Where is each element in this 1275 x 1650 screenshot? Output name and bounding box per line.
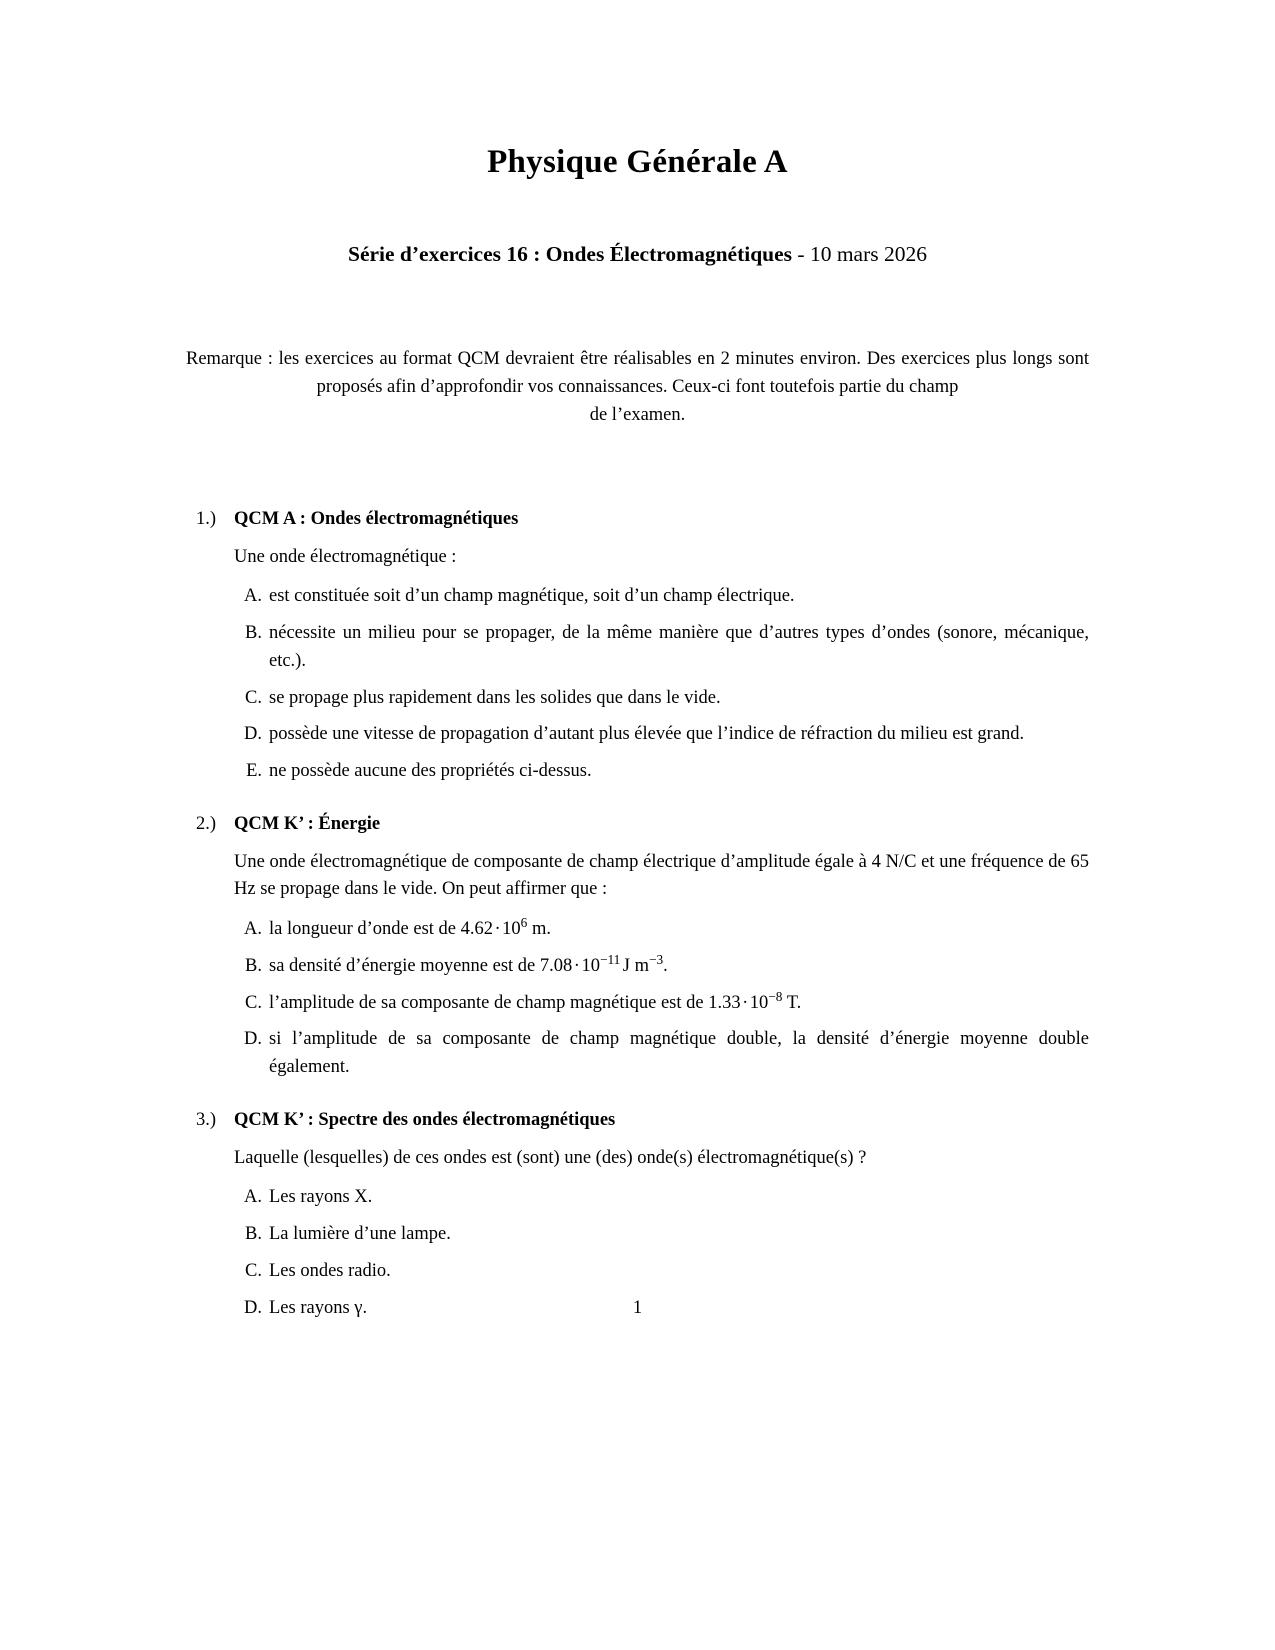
exponent: −11 xyxy=(599,951,621,967)
choice-item[interactable] xyxy=(234,721,1089,749)
document-subtitle xyxy=(186,183,1089,269)
remark-last-line: de l’examen. xyxy=(589,404,686,425)
exercise-number: 1.) xyxy=(196,508,217,529)
choice-text: Les rayons X. xyxy=(269,1187,373,1208)
exercise-stem: Une onde électromagnétique de composante de champ électrique d’amplitude égale à 4 N/C et une fréquence de 65 Hz se propage dans le vide. On peut affirmer que : xyxy=(234,851,1089,900)
choice-letter: B. xyxy=(245,955,262,976)
choice-letter: B. xyxy=(245,1224,262,1245)
exercise-spacer xyxy=(186,795,1089,811)
choice-text: ne possède aucune des propriétés ci-dessus. xyxy=(269,761,592,782)
choice-text: nécessite un milieu pour se propager, de la même manière que d’autres types d’ondes (sonore, mécanique, etc.). xyxy=(269,623,1089,671)
choice-item[interactable] xyxy=(234,1258,1089,1286)
choice-letter: A. xyxy=(244,1187,262,1208)
exponent: 6 xyxy=(520,915,528,931)
multiplication-dot: · xyxy=(494,919,501,940)
exercise-header xyxy=(186,506,1089,534)
choice-item[interactable] xyxy=(234,990,1089,1018)
choice-text-suffix: T. xyxy=(782,992,802,1013)
unit-base: J m xyxy=(622,955,649,976)
exercise-stem: Une onde électromagnétique : xyxy=(234,546,457,567)
choice-text: est constituée soit d’un champ magnétique, soit d’un champ électrique. xyxy=(269,586,795,607)
subtitle-separator: - xyxy=(792,241,810,266)
scientific-notation xyxy=(460,915,528,940)
choice-text: possède une vitesse de propagation d’autant plus élevée que l’indice de réfraction du milieu est grand. xyxy=(269,724,1025,745)
choice-text: si l’amplitude de sa composante de champ magnétique double, la densité d’énergie moyenne double également. xyxy=(269,1029,1089,1078)
remark-paragraph xyxy=(186,269,1089,429)
choice-text: Les ondes radio. xyxy=(269,1260,391,1281)
base: 10 xyxy=(581,955,600,976)
choice-text: se propage plus rapidement dans les solides que dans le vide. xyxy=(269,687,721,708)
choice-text-suffix: m. xyxy=(527,919,551,940)
exercise-spacer xyxy=(186,1091,1089,1107)
exponent: −8 xyxy=(768,988,783,1004)
choice-text-prefix: sa densité d’énergie moyenne est de xyxy=(269,955,540,976)
choice-item[interactable] xyxy=(234,1221,1089,1249)
choice-text: Les rayons γ. xyxy=(269,1297,368,1318)
choice-item[interactable] xyxy=(234,953,1089,981)
choice-text-prefix: l’amplitude de sa composante de champ magnétique est de xyxy=(269,992,709,1013)
scientific-notation xyxy=(539,951,664,976)
page-number: 1 xyxy=(632,1298,643,1318)
mantissa: 4.62 xyxy=(460,919,493,940)
choice-item[interactable] xyxy=(234,916,1089,944)
mantissa: 7.08 xyxy=(539,955,573,976)
unit-exponent: −3 xyxy=(649,951,664,967)
exercise-stem: Laquelle (lesquelles) de ces ondes est (sont) une (des) onde(s) électromagnétique(s) ? xyxy=(234,1147,867,1168)
choice-item[interactable] xyxy=(234,1026,1089,1082)
page-title: Physique Générale A xyxy=(487,144,788,180)
choice-text-suffix: . xyxy=(663,955,668,976)
choice-letter: C. xyxy=(245,687,262,708)
choice-item[interactable] xyxy=(234,758,1089,786)
choice-list xyxy=(186,916,1089,1082)
choice-letter: A. xyxy=(244,586,262,607)
scientific-notation xyxy=(708,988,783,1013)
exercise-header xyxy=(186,811,1089,839)
exercise-item xyxy=(186,811,1089,1082)
choice-letter: E. xyxy=(246,761,262,782)
choice-letter: D. xyxy=(244,724,262,745)
exercise-title: QCM K’ : Énergie xyxy=(234,813,381,834)
choice-letter: C. xyxy=(245,992,262,1013)
choice-letter: D. xyxy=(244,1297,262,1318)
choice-list xyxy=(186,583,1089,786)
exercise-number: 2.) xyxy=(196,813,217,834)
base: 10 xyxy=(502,919,521,940)
exercise-title: QCM A : Ondes électromagnétiques xyxy=(234,508,519,529)
page-content xyxy=(186,0,1089,1331)
exercise-item xyxy=(186,506,1089,786)
choice-letter: C. xyxy=(245,1260,262,1281)
choice-text: La lumière d’une lampe. xyxy=(269,1224,451,1245)
remark-text: Remarque : les exercices au format QCM devraient être réalisables en 2 minutes environ. Des exercices plus longs sont proposés afin d’approfondir vos connaissances. Ceux-ci font toutefois partie du champ xyxy=(186,348,1089,397)
exercise-list xyxy=(186,429,1089,1323)
choice-item[interactable] xyxy=(234,620,1089,676)
exercise-number: 3.) xyxy=(196,1109,217,1130)
exercise-header xyxy=(186,1107,1089,1135)
choice-letter: A. xyxy=(244,919,262,940)
exercise-title: QCM K’ : Spectre des ondes électromagnétiques xyxy=(234,1109,616,1130)
mantissa: 1.33 xyxy=(708,992,741,1013)
choice-item[interactable] xyxy=(234,1184,1089,1212)
exercise-item xyxy=(186,1107,1089,1323)
choice-letter: D. xyxy=(244,1029,262,1050)
multiplication-dot: · xyxy=(742,992,749,1013)
subtitle-series-label: Série d’exercices 16 : Ondes Électromagnétiques xyxy=(347,241,793,266)
choice-item[interactable] xyxy=(234,685,1089,713)
multiplication-dot: · xyxy=(573,955,580,976)
choice-letter: B. xyxy=(245,623,262,644)
choice-item[interactable] xyxy=(234,583,1089,611)
base: 10 xyxy=(749,992,769,1013)
subtitle-date: 10 mars 2026 xyxy=(809,241,927,266)
choice-text-prefix: la longueur d’onde est de xyxy=(269,919,461,940)
